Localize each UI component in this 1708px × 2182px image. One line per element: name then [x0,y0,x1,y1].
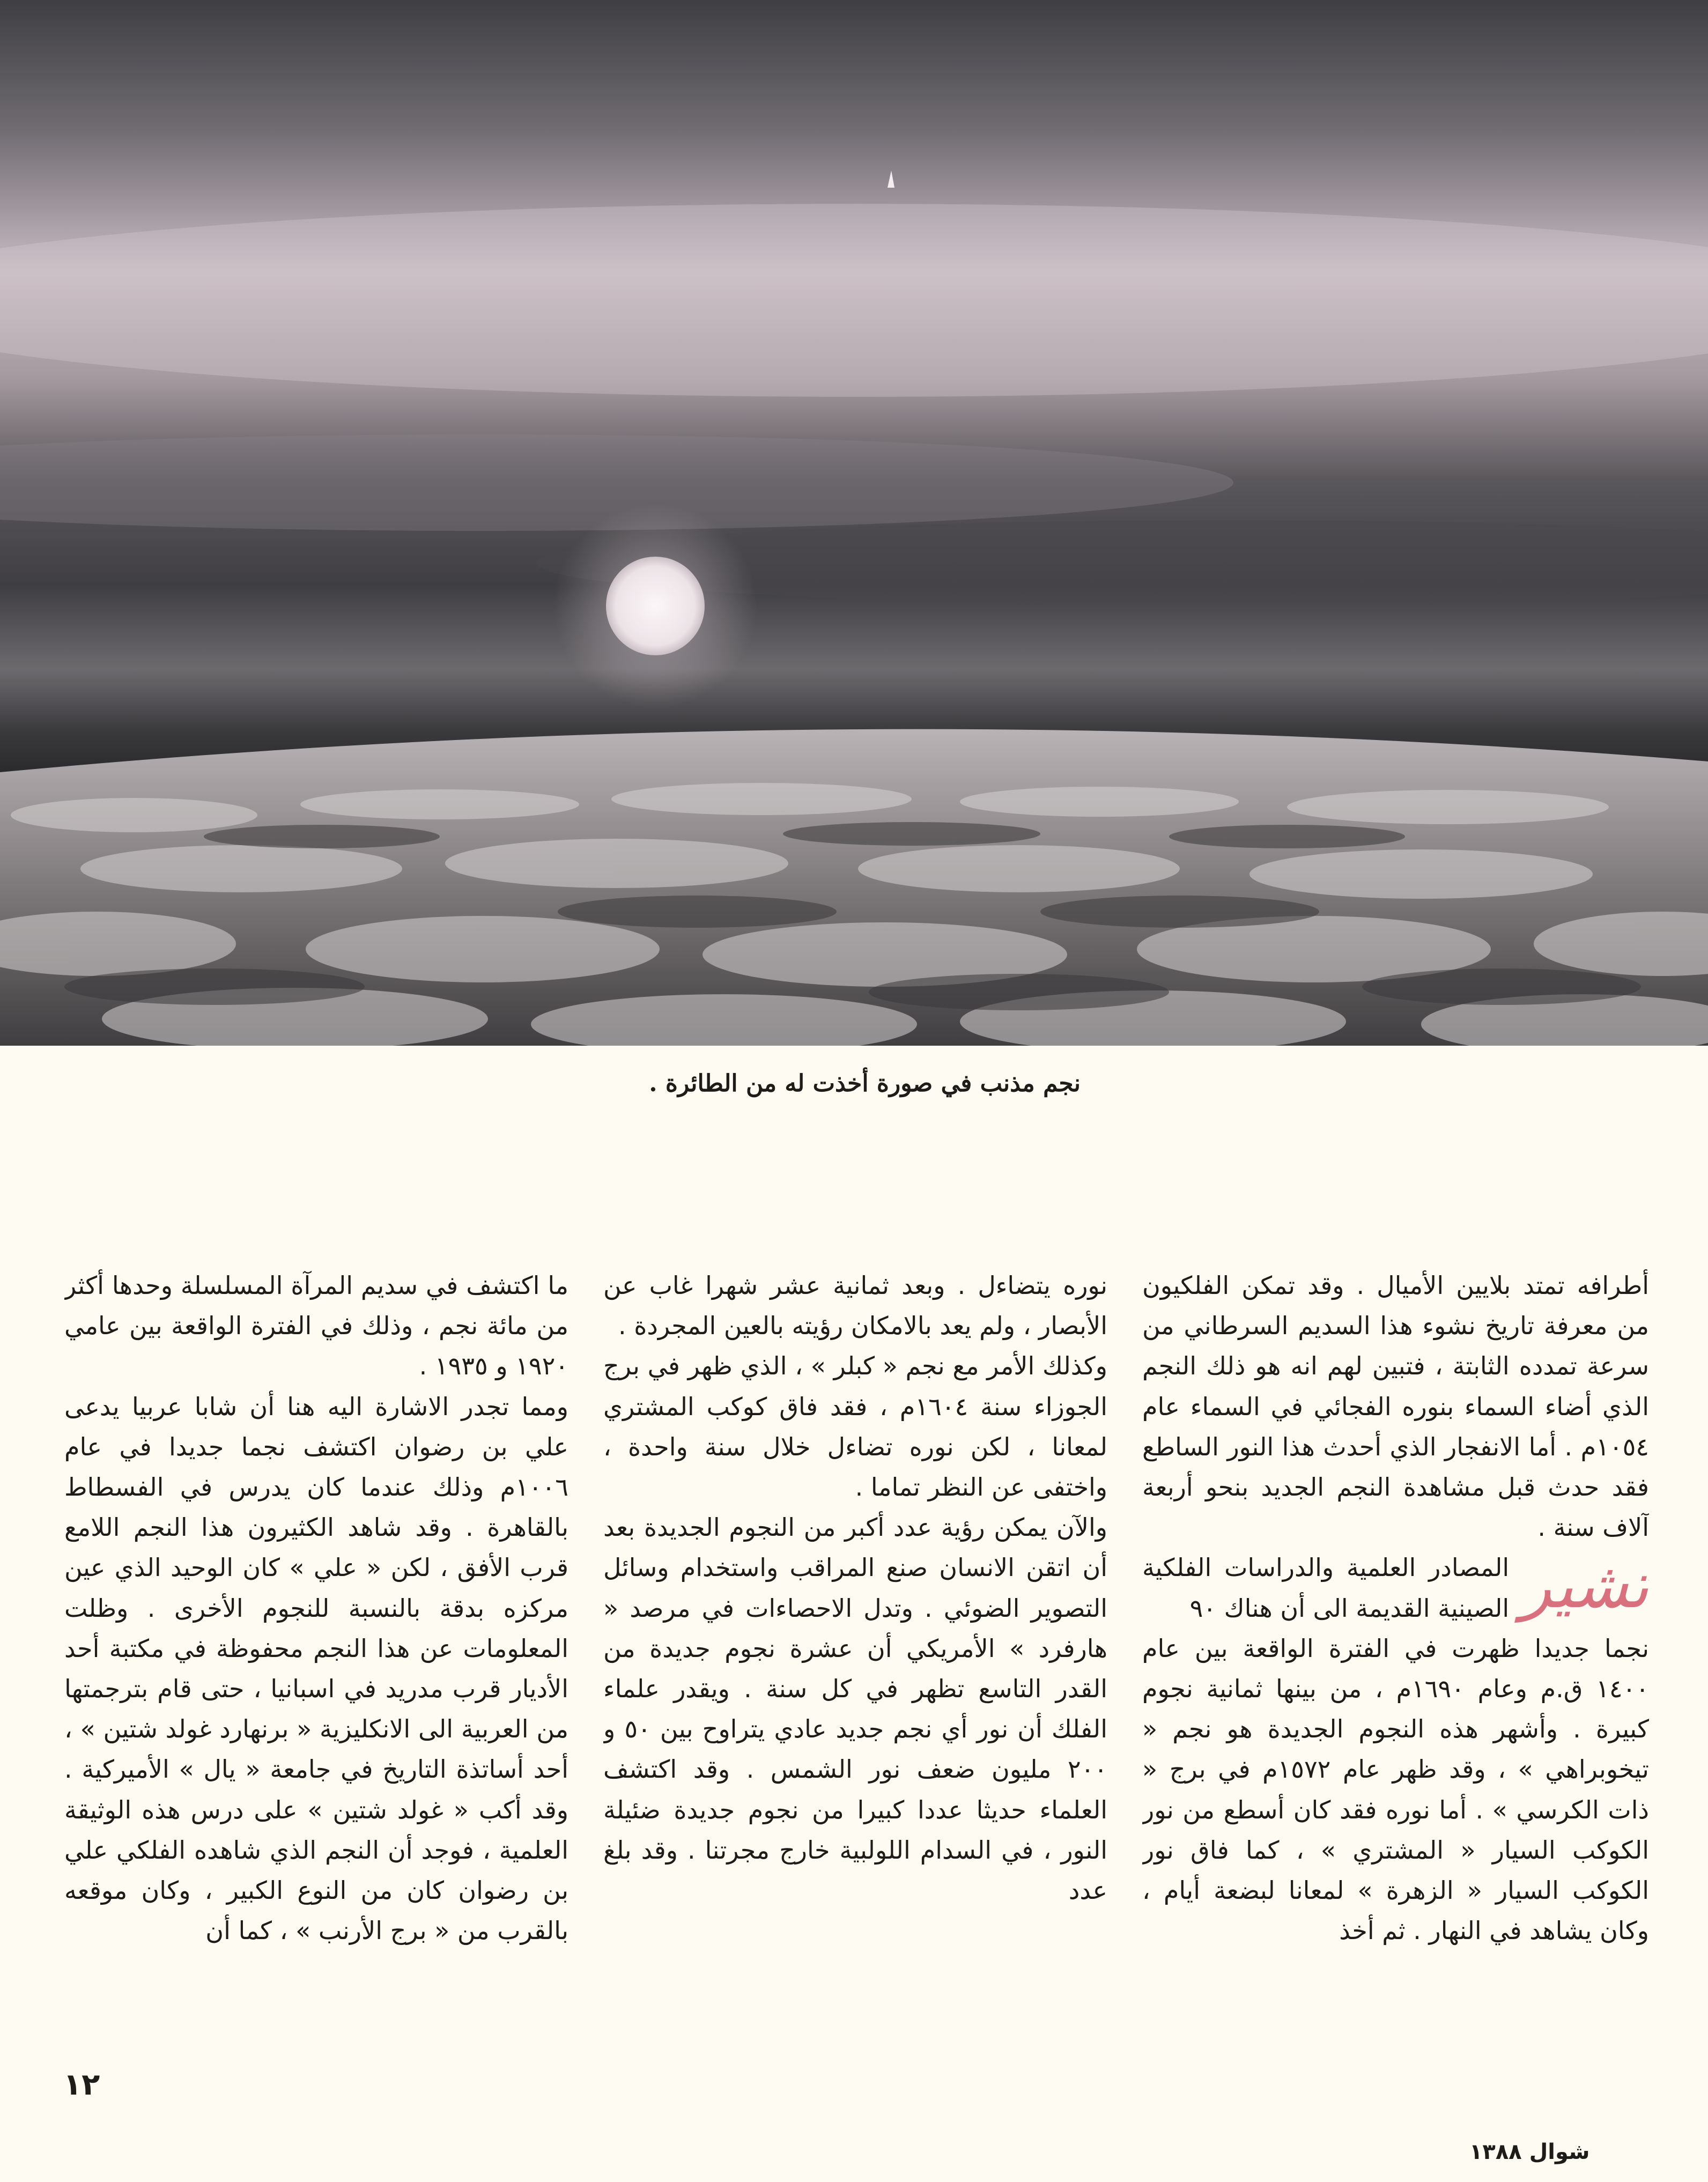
paragraph-lead: المصادر العلمية والدراسات الفلكية الصينية القديمة الى أن هناك ٩٠ [1142,1553,1510,1623]
paragraph: والآن يمكن رؤية عدد أكبر من النجوم الجديدة بعد أن اتقن الانسان صنع المراقب واستخدام وسائل التصوير الضوئي . وتدل الاحصاءات في مرصد « هارفرد » الأمريكي أن عشرة نجوم جديدة من القدر التاسع تظهر في كل سنة . ويقدر علماء الفلك أن نور أي نجم جديد عادي يتراوح بين ٥٠ و ٢٠٠ مليون ضعف نور الشمس . وقد اكتشف العلماء حديثا عددا كبيرا من نجوم جديدة ضئيلة النور ، في السدام اللولبية خارج مجرتنا . وقد بلغ عدد [603,1513,1107,1905]
photo-caption: نجم مذنب في صورة أخذت له من الطائرة . [649,1070,1081,1097]
dropcap-paragraph [1142,1548,1649,1628]
comet-photo [0,0,1708,1046]
paragraph: ومما تجدر الاشارة اليه هنا أن شابا عربيا يدعى علي بن رضوان اكتشف نجما جديدا في عام ١٠٠٦م وذلك عندما كان يدرس في الفسطاط بالقاهرة . وقد شاهد الكثيرون هذا النجم اللامع قرب الأفق ، لكن « علي » كان الوحيد الذي عين مركزه بدقة بالنسبة للنجوم الأخرى . وظلت المعلومات عن هذا النجم محفوظة في مكتبة أحد الأديار قرب مدريد في اسبانيا ، حتى قام بترجمتها من العربية الى الانكليزية « برنهارد غولد شتين » ، أحد أساتذة التاريخ في جامعة « يال » الأميركية . وقد أكب « غولد شتين » على درس هذه الوثيقة العلمية ، فوجد أن النجم الذي شاهده الفلكي علي بن رضوان كان من النوع الكبير ، وكان موقعه بالقرب من « برج الأرنب » ، كما أن [64,1392,568,1946]
paragraph: وكذلك الأمر مع نجم « كبلر » ، الذي ظهر في برج الجوزاء سنة ١٦٠٤م ، فقد فاق كوكب المشتري لمعانا ، لكن نوره تضاءل خلال سنة واحدة ، واختفى عن النظر تماما . [603,1351,1107,1502]
paragraph: ما اكتشف في سديم المرآة المسلسلة وحدها أكثر من مائة نجم ، وذلك في الفترة الواقعة بين عامي ١٩٢٠ و ١٩٣٥ . [64,1271,568,1381]
comet-photo-graphic [0,0,1708,1046]
issue-date: شوال ١٣٨٨ [1469,2140,1590,2164]
dropcap-word: تشير [1521,1548,1649,1623]
article-column-left [64,1266,568,2081]
page-number: ١٢ [63,2067,100,2102]
paragraph: أطرافه تمتد بلايين الأميال . وقد تمكن الفلكيون من معرفة تاريخ نشوء هذا السديم السرطاني من سرعة تمدده الثابتة ، فتبين لهم انه هو ذلك النجم الذي أضاء السماء بنوره الفجائي في السماء عام ١٠٥٤م . أما الانفجار الذي أحدث هذا النور الساطع فقد حدث قبل مشاهدة النجم الجديد بنحو أربعة آلاف سنة . [1142,1271,1649,1542]
article-column-right [1142,1266,1649,2081]
paragraph: نجما جديدا ظهرت في الفترة الواقعة بين عام ١٤٠٠ ق.م وعام ١٦٩٠م ، من بينها ثمانية نجوم كبيرة . وأشهر هذه النجوم الجديدة هو نجم « تيخوبراهي » ، وقد ظهر عام ١٥٧٢م في برج « ذات الكرسي » . أما نوره فقد كان أسطع من نور الكوكب السيار « المشتري » ، كما فاق نور الكوكب السيار « الزهرة » لمعانا لبضعة أيام ، وكان يشاهد في النهار . ثم أخذ [1142,1633,1649,1946]
paragraph: نوره يتضاءل . وبعد ثمانية عشر شهرا غاب عن الأبصار ، ولم يعد بالامكان رؤيته بالعين المجردة . [603,1271,1107,1341]
article-column-middle [603,1266,1107,2081]
moon [606,557,705,655]
